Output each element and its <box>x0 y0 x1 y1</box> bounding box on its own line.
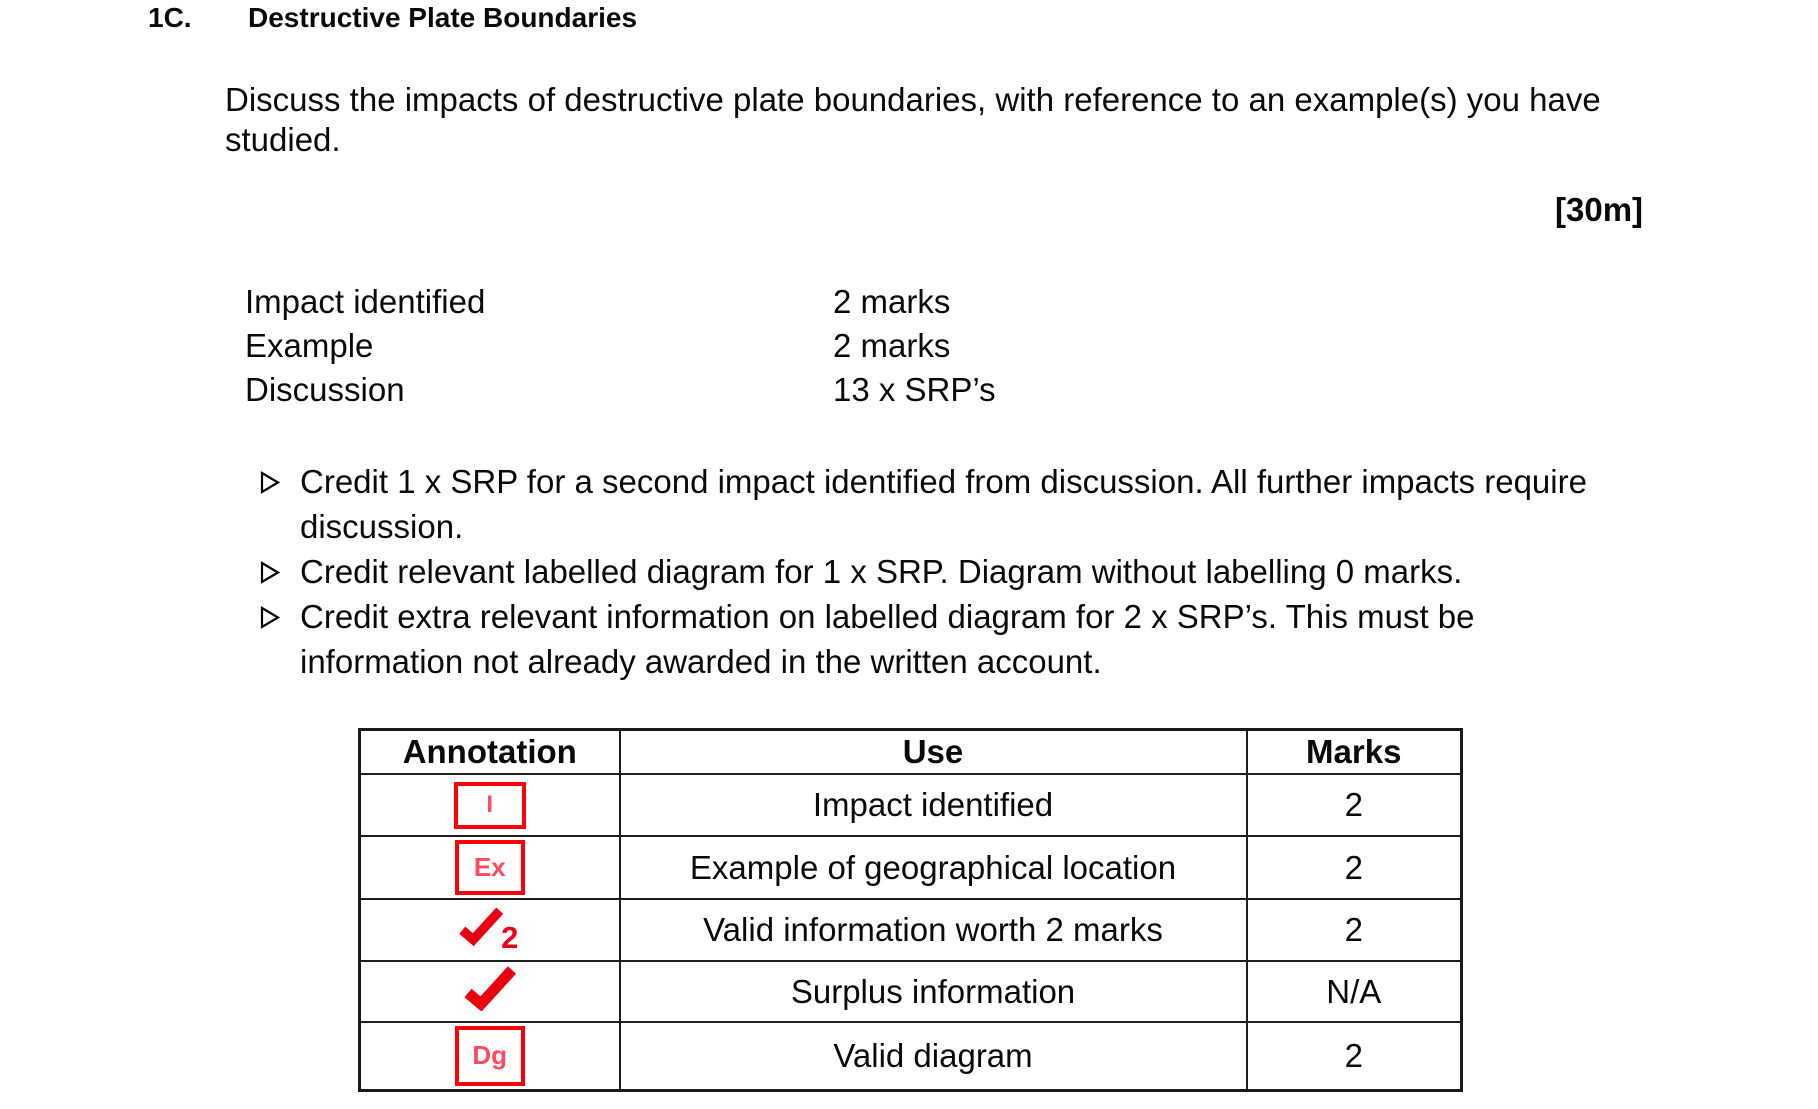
breakdown-label: Impact identified <box>245 283 486 320</box>
arrow-bullet-icon <box>258 459 282 500</box>
arrow-bullet-icon <box>258 549 282 590</box>
breakdown-row <box>245 368 996 412</box>
breakdown-row <box>245 324 996 368</box>
total-marks-tag: [30m] <box>1555 191 1644 228</box>
list-item <box>258 459 1640 549</box>
column-header-use: Use <box>620 730 1247 775</box>
annotation-cell <box>360 961 620 1022</box>
breakdown-label: Example <box>245 327 374 364</box>
annotation-cell <box>360 1022 620 1090</box>
breakdown-value: 2 marks <box>833 283 951 320</box>
question-text: Discuss the impacts of destructive plate boundaries, with reference to an example(s) you have studied. <box>225 81 1601 158</box>
marks-cell: N/A <box>1247 961 1462 1022</box>
use-cell: Impact identified <box>620 774 1247 836</box>
credit-note-text: Credit relevant labelled diagram for 1 x SRP. Diagram without labelling 0 marks. <box>300 553 1463 590</box>
table-row <box>360 1022 1462 1090</box>
breakdown-value: 13 x SRP’s <box>833 371 996 408</box>
stamp-label: I <box>486 791 494 818</box>
annotation-cell <box>360 774 620 836</box>
table-row <box>360 961 1462 1022</box>
table-row <box>360 836 1462 899</box>
table-row <box>360 774 1462 836</box>
mark-breakdown-list <box>245 280 996 412</box>
table-header-row <box>360 730 1462 775</box>
column-header-annotation: Annotation <box>360 730 620 775</box>
marks-cell: 2 <box>1247 1022 1462 1090</box>
breakdown-row <box>245 280 996 324</box>
marks-cell: 2 <box>1247 899 1462 961</box>
check-subscript: 2 <box>501 920 519 955</box>
credit-notes-list <box>258 459 1640 684</box>
marks-cell: 2 <box>1247 774 1462 836</box>
marks-cell: 2 <box>1247 836 1462 899</box>
use-cell: Example of geographical location <box>620 836 1247 899</box>
impact-stamp-box <box>454 782 526 829</box>
example-stamp-box <box>455 840 525 895</box>
use-cell: Valid information worth 2 marks <box>620 899 1247 961</box>
use-cell: Surplus information <box>620 961 1247 1022</box>
section-number: 1C. <box>148 2 192 33</box>
credit-note-text: Credit 1 x SRP for a second impact identified from discussion. All further impacts require discussion. <box>300 463 1587 545</box>
annotation-table <box>358 728 1463 1092</box>
arrow-bullet-icon <box>258 594 282 635</box>
breakdown-label: Discussion <box>245 371 405 408</box>
credit-note-text: Credit extra relevant information on labelled diagram for 2 x SRP’s. This must be information not already awarded in the written account. <box>300 598 1475 680</box>
stamp-label: Dg <box>472 1040 508 1071</box>
stamp-label: Ex <box>473 852 506 882</box>
check-icon <box>463 965 517 1011</box>
check-2-icon <box>458 906 521 955</box>
annotation-cell <box>360 899 620 961</box>
list-item <box>258 549 1640 594</box>
breakdown-value: 2 marks <box>833 327 951 364</box>
list-item <box>258 594 1640 684</box>
annotation-cell <box>360 836 620 899</box>
column-header-marks: Marks <box>1247 730 1462 775</box>
use-cell: Valid diagram <box>620 1022 1247 1090</box>
table-row <box>360 899 1462 961</box>
diagram-stamp-box <box>455 1026 525 1086</box>
page-title: Destructive Plate Boundaries <box>248 2 638 33</box>
